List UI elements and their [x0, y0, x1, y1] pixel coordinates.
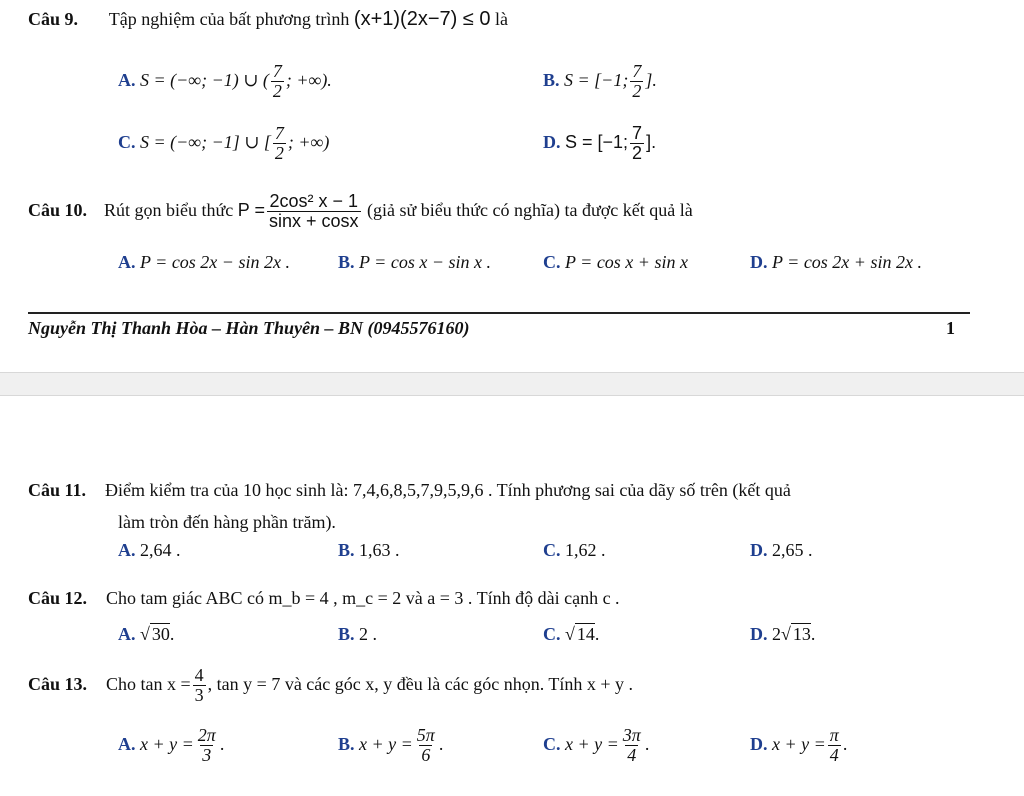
question-suffix: (giả sử biểu thức có nghĩa) ta được kết quả là — [367, 199, 693, 220]
q9-option-d[interactable]: D. S = [−1; $\frac{7}{2}$ ]. — [543, 123, 657, 163]
question-13: Câu 13. Cho tan x = $\frac{4}{3}$ , tan y = 7 và các góc x, y đều là các góc nhọn. Tính x + y . — [28, 665, 634, 705]
footer-divider — [28, 312, 970, 314]
option-label: D. — [543, 131, 561, 152]
page-break-bottom — [0, 395, 1024, 396]
question-text: Tập nghiệm của bất phương trình — [108, 9, 350, 29]
q9-option-b[interactable]: B. S = [−1; $\frac{7}{2}$ ]. — [543, 61, 657, 101]
question-12 — [28, 588, 620, 609]
q10-option-c[interactable]: C. P = cos x + sin x — [543, 252, 688, 272]
question-number: Câu 11. — [28, 480, 87, 500]
q9-option-c[interactable]: C. S = (−∞; −1] ∪ [ $\frac{7}{2}$ ; +∞) — [118, 123, 330, 163]
inequality: (x+1)(2x−7) ≤ 0 — [353, 8, 491, 30]
footer-author: Nguyễn Thị Thanh Hòa – Hàn Thuyên – BN (0945576160) — [28, 318, 470, 338]
option-label: C. — [118, 131, 136, 152]
page-gap — [0, 373, 1024, 395]
q13-option-c[interactable]: C. x + y = $\frac{3\pi}{4}$ . — [543, 725, 650, 765]
radicand: 30 — [151, 624, 170, 644]
fraction-denominator: sinx + cosx — [268, 210, 359, 231]
q10-option-d[interactable]: D. P = cos 2x + sin 2x . — [750, 252, 922, 272]
q9-option-a[interactable]: A. S = (−∞; −1) ∪ ( $\frac{7}{2}$ ; +∞). — [118, 61, 332, 101]
q13-option-a[interactable]: A. x + y = $\frac{2\pi}{3}$ . — [118, 725, 225, 765]
q10-option-a[interactable]: A. P = cos 2x − sin 2x . — [118, 252, 290, 272]
q12-option-b[interactable]: B. 2 . — [338, 624, 378, 644]
question-suffix: là — [495, 9, 509, 29]
q12-option-a[interactable]: A. √ 30. — [118, 624, 175, 644]
question-11 — [28, 480, 791, 501]
q11-option-d[interactable]: D. 2,65 . — [750, 540, 813, 560]
radicand: 14 — [576, 624, 595, 644]
q12-option-c[interactable]: C. √ 14. — [543, 624, 600, 644]
q12-option-d[interactable]: D. 2√ 13. — [750, 624, 816, 644]
q11-option-c[interactable]: C. 1,62 . — [543, 540, 606, 560]
radicand: 13 — [792, 624, 811, 644]
question-text: Cho tam giác ABC có m_b = 4 , m_c = 2 và a = 3 . Tính độ dài cạnh c . — [106, 588, 620, 608]
option-label: A. — [118, 69, 136, 90]
question-10: Câu 10. Rút gọn biểu thức P = $\frac{\text{2cos² x − 1}}{\sin x + \cos x}$ (giả sử biểu thức có nghĩa) ta được kết quả là — [28, 191, 693, 231]
q11-option-a[interactable]: A. 2,64 . — [118, 540, 181, 560]
question-number: Câu 12. — [28, 588, 88, 608]
q11-option-b[interactable]: B. 1,63 . — [338, 540, 400, 560]
q13-option-b[interactable]: B. x + y = $\frac{5\pi}{6}$ . — [338, 725, 444, 765]
question-number: Câu 13. — [28, 673, 88, 694]
page-number: 1 — [946, 318, 955, 338]
q10-option-b[interactable]: B. P = cos x − sin x . — [338, 252, 491, 272]
question-number: Câu 10. — [28, 199, 88, 220]
question-text: Điểm kiểm tra của 10 học sinh là: 7,4,6,8,5,7,9,5,9,6 . Tính phương sai của dãy số trên (kết quả — [105, 480, 791, 500]
q13-option-d[interactable]: D. x + y = $\frac{\pi}{4}$ . — [750, 725, 848, 765]
question-text: Rút gọn biểu thức — [104, 199, 234, 220]
question-number: Câu 9. — [28, 9, 79, 29]
question-11-continued: làm tròn đến hàng phần trăm). — [118, 512, 336, 532]
question-9 — [28, 8, 508, 31]
option-label: B. — [543, 69, 560, 90]
fraction-numerator: 2cos² x − 1 — [269, 191, 359, 211]
